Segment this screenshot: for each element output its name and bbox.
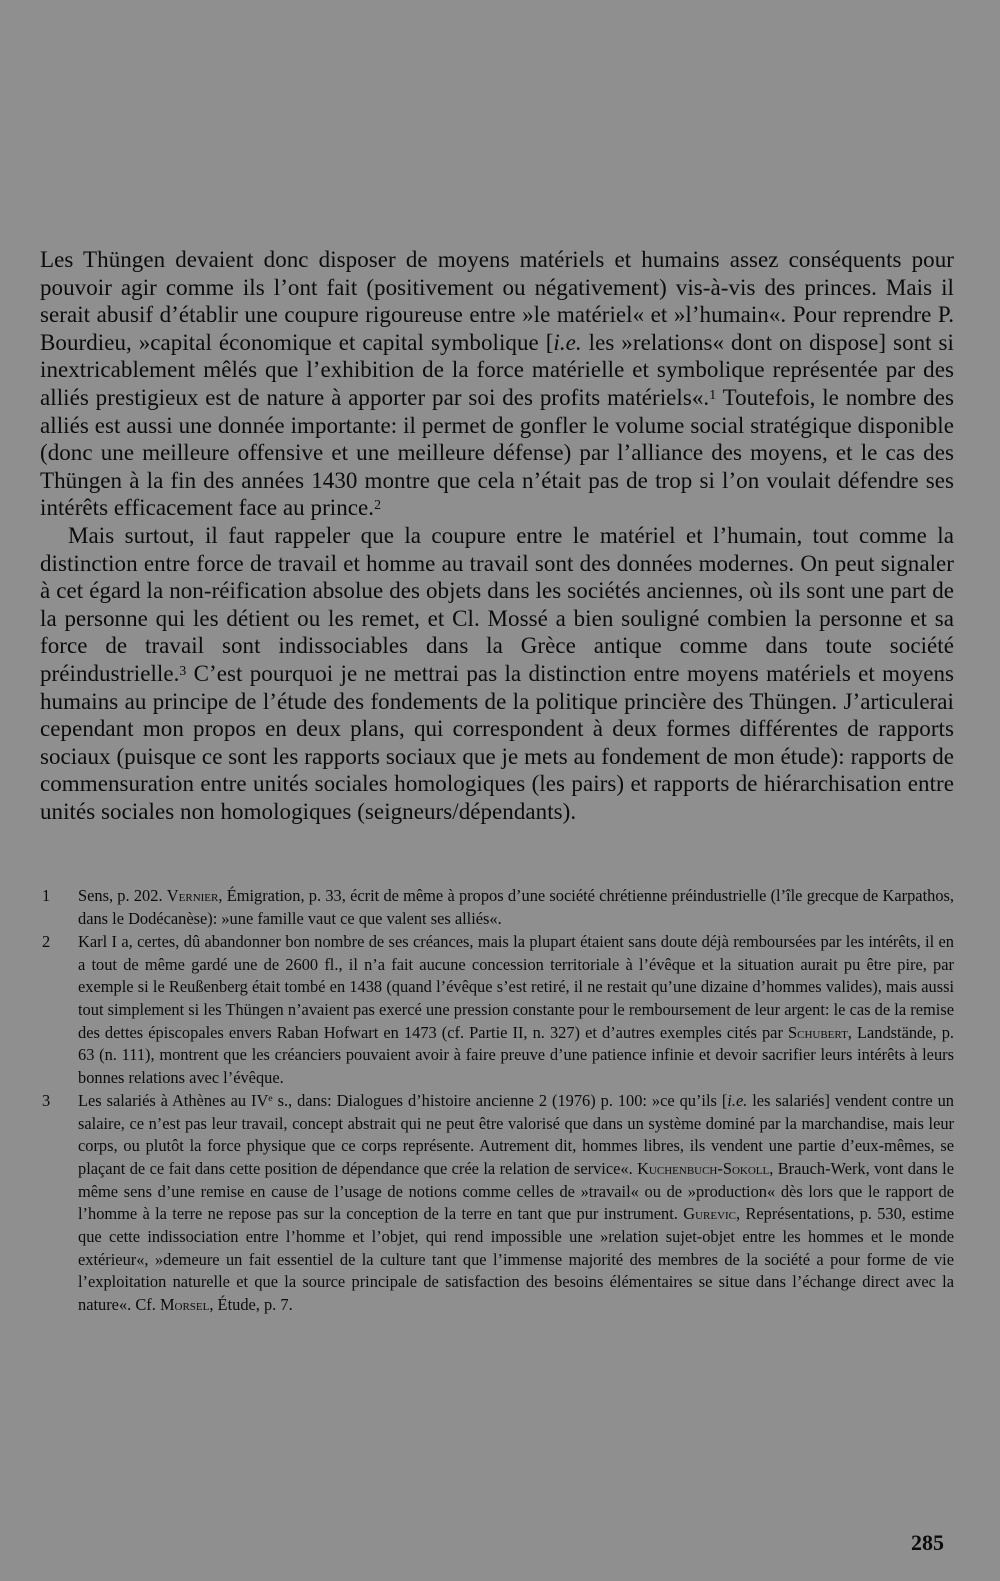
footnote-3-superscript: e — [268, 1093, 273, 1105]
paragraph-2-part-b: C’est pourquoi je ne mettrai pas la distinction entre moyens matériels et moyens humains au principe de l’étude des fondements de la politique princière des Thüngen. J’articulerai cependant mon propos en deux plans, qui correspondent à deux formes différentes de rapports sociaux (puisque ce sont les rapports sociaux que je mets au fondement de mon étude): rapports de commensuration entre unités sociales homologiques (les pairs) et rapports de hiérarchisation entre unités sociales non homologiques (seigneurs/dépendants). — [40, 660, 954, 824]
footnote-3-part-e: , Représentations, p. 530, estime que cette indissociation entre l’homme et l’objet, qui rend impossible une »relation sujet-objet entre les hommes et le monde extérieur«, »demeure un fait essentiel de la culture tant que l’immense majorité des membres de la société a pour forme de vie l’exploitation naturelle et que la source principale de satisfaction des besoins élémentaires se situe dans l’échange direct avec la nature«. Cf. — [78, 1204, 954, 1315]
footnote-3-author-1: Kuchenbuch-Sokoll — [637, 1158, 770, 1178]
footnote-3 — [40, 1090, 954, 1317]
footnote-2-part-b: , Landstände, p. 63 (n. 111), montrent que les créanciers pouvaient avoir à faire preuve d’une patience infinie et devoir sacrifier leurs intérêts à leurs bonnes relations avec l’évêque. — [78, 1022, 955, 1088]
footnote-2 — [40, 931, 954, 1090]
footnote-3-part-d: , Brauch-Werk, vont dans le même sens d’une remise en cause de l’usage de notions comme celles de »travail« ou de »production« dès lors que le rapport de l’homme à la terre ne repose pas sur la conception de la terre en tant que pur instrument. — [78, 1158, 954, 1224]
footnote-1-part-b: , Émigration, p. 33, écrit de même à propos d’une société chrétienne préindustrielle (l’île grecque de Karpathos, dans le Dodécanèse): »une famille vaut ce que valent ses alliés«. — [78, 886, 954, 929]
ie-abbreviation: i.e. — [553, 329, 582, 355]
footnote-ref-3[interactable]: 3 — [179, 662, 187, 678]
footnote-3-part-c: les salariés] vendent contre un salaire, ce n’est pas leur travail, concept abstrait qui ne peut être valorisé que dans un système dominé par la marchandise, mais leur corps, ou plutôt la force physique que ce corps représente. Autrement dit, hommes libres, ils vendent une partie d’eux-mêmes, se plaçant de ce fait dans cette position de dépendance que crée la relation de service«. — [78, 1090, 954, 1178]
footnote-3-part-a: Les salariés à Athènes au IV — [78, 1090, 269, 1110]
footnote-3-part-f: , Étude, p. 7. — [209, 1295, 293, 1315]
footnote-ref-1[interactable]: 1 — [709, 386, 717, 402]
footnote-3-part-b: s., dans: Dialogues d’histoire ancienne 2 (1976) p. 100: »ce qu’ils [ — [272, 1090, 728, 1110]
footnote-2-author: Schubert — [788, 1022, 848, 1042]
footnote-3-author-3: Morsel — [159, 1295, 210, 1315]
footnote-1-part-a: Sens, p. 202. — [78, 886, 167, 906]
footnote-1 — [40, 885, 954, 930]
paragraph-1-part-c: Toutefois, le nombre des alliés est aussi une donnée importante: il permet de gonfler le volume social stratégique disponible (donc une meilleure offensive et une meilleure défense) par l’alliance des moyens, et le cas des Thüngen à la fin des années 1430 montre que cela n’était pas de trop si l’on voulait défendre ses intérêts efficacement face au prince. — [40, 384, 954, 521]
footnote-3-author-2: Gurevic — [683, 1204, 737, 1224]
footnote-3-number: 3 — [42, 1090, 51, 1110]
footnote-2-part-a: Karl I a, certes, dû abandonner bon nombre de ses créances, mais la plupart étaient sans doute déjà remboursées par les intérêts, il en a tout de même gardé une de 2600 fl., il n’a fait aucune concession territoriale à l’évêque et la situation aurait pu être pire, par exemple si le Reußenberg était tombé en 1438 (quand l’évêque s’est retiré, il ne restait qu’une dizaine d’hommes valides), mais aussi tout simplement si les Thüngen n’avaient pas exercé une pression constante pour le remboursement de leur argent: le cas de la remise des dettes épiscopales envers Raban Hofwart en 1473 (cf. Partie II, n. 327) et d’autres exemples cités par — [78, 931, 954, 1042]
paragraph-2 — [40, 522, 954, 826]
footnote-3-ie: i.e. — [727, 1090, 748, 1110]
paragraph-2-part-a: Mais surtout, il faut rappeler que la coupure entre le matériel et l’humain, tout comme la distinction entre force de travail et homme au travail sont des données modernes. On peut signaler à cet égard la non-réification absolue des objets dans les sociétés anciennes, où ils sont une part de la personne qui les détient ou les remet, et Cl. Mossé a bien souligné combien la personne et sa force de travail sont indissociables dans la Grèce antique comme dans toute société préindustrielle. — [40, 522, 954, 686]
footnote-ref-2[interactable]: 2 — [374, 497, 382, 513]
page-content — [40, 246, 954, 1317]
page-number: 285 — [911, 1530, 944, 1555]
footnotes — [40, 885, 954, 1316]
footnote-2-number: 2 — [42, 931, 51, 951]
paragraph-1 — [40, 246, 954, 522]
main-text — [40, 246, 954, 825]
paragraph-1-part-b: les »relations« dont on dispose] sont si inextricablement mêlés que l’exhibition de la force matérielle et symbolique représentée par des alliés prestigieux est de nature à apporter par soi des profits matériels«. — [40, 329, 954, 410]
paragraph-1-part-a: Les Thüngen devaient donc disposer de moyens matériels et humains assez conséquents pour pouvoir agir comme ils l’ont fait (positivement ou négativement) vis-à-vis des princes. Mais il serait abusif d’établir une coupure rigoureuse entre »le matériel« et »l’humain«. Pour reprendre P. Bourdieu, »capital économique et capital symbolique [ — [40, 247, 954, 355]
footnote-1-number: 1 — [42, 886, 51, 906]
footnote-1-author: Vernier — [166, 886, 219, 906]
